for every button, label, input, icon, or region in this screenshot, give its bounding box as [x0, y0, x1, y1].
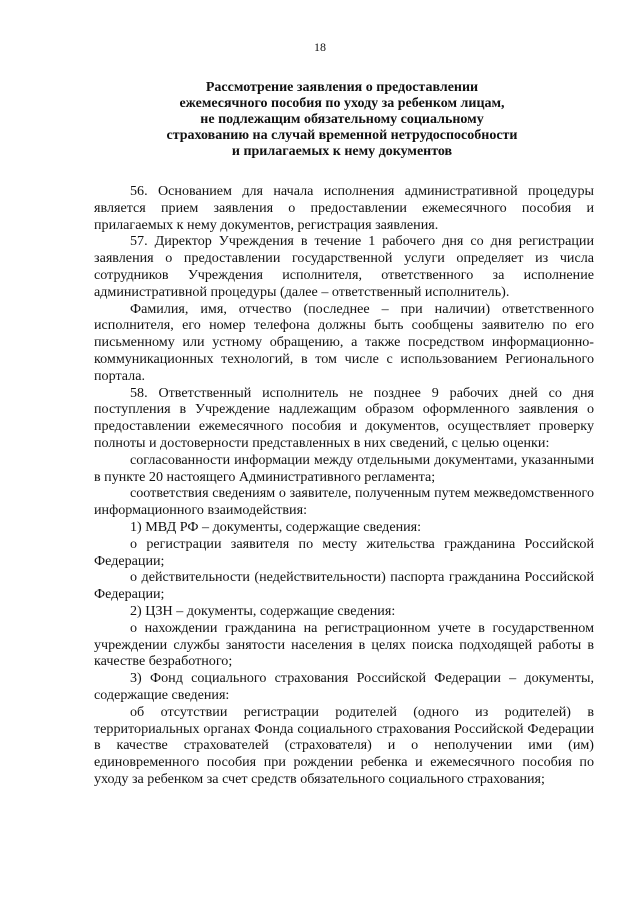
title-line: и прилагаемых к нему документов: [231, 144, 453, 159]
title-line: Рассмотрение заявления о предоставлении: [205, 80, 479, 95]
paragraph-registration: о регистрации заявителя по месту жительства гражданина Российской Федерации;: [94, 535, 594, 569]
paragraph-responsible-contact: Фамилия, имя, отчество (последнее – при наличии) ответственного исполнителя, его номер телефона должны быть сообщены заявителю по его письменному или устному обращению, а также посредством информационно-коммуникационных технологий, в том числе с использованием Регионального портала.: [94, 300, 594, 384]
list-item-mvd: 1) МВД РФ – документы, содержащие сведения:: [130, 518, 422, 535]
title-line: ежемесячного пособия по уходу за ребенком лицам,: [179, 96, 505, 111]
document-body: [94, 183, 594, 788]
paragraph-56: 56. Основанием для начала исполнения административной процедуры является прием заявления о предоставлении ежемесячного пособия и прилагаемых к нему документов, регистрация заявления.: [94, 183, 594, 233]
paragraph-unemployment: о нахождении гражданина на регистрационном учете в государственном учреждении службы занятости населения в целях поиска подходящей работы в качестве безработного;: [94, 619, 594, 670]
title-line: не подлежащим обязательному социальному: [200, 112, 484, 127]
list-item-czn: 2) ЦЗН – документы, содержащие сведения:: [130, 602, 396, 619]
paragraph-interagency: соответствия сведениям о заявителе, полученным путем межведомственного информационного взаимодействия:: [94, 485, 594, 519]
paragraph-fss-details: об отсутствии регистрации родителей (одного из родителей) в территориальных органах Фонда социального страхования Российской Федерации в качестве страхователей (страхователя) и о неполучении ими (им) единовременного пособия при рождении ребенка и ежемесячного пособия по уходу за ребенком за счет средств обязательного социального страхования;: [94, 703, 594, 787]
paragraph-58: 58. Ответственный исполнитель не позднее 9 рабочих дней со дня поступления в Учреждение надлежащим образом оформленного заявления о предоставлении ежемесячного пособия и документов, осуществляет проверку полноты и достоверности представленных в них сведений, с целью оценки:: [94, 384, 594, 451]
section-title: [100, 80, 584, 160]
paragraph-consistency: согласованности информации между отдельными документами, указанными в пункте 20 настоящего Административного регламента;: [94, 451, 594, 485]
paragraph-passport: о действительности (недействительности) паспорта гражданина Российской Федерации;: [94, 569, 594, 603]
list-item-fss: 3) Фонд социального страхования Российской Федерации – документы, содержащие сведения:: [94, 670, 594, 703]
title-line: страхованию на случай временной нетрудоспособности: [166, 128, 518, 143]
page-number: 18: [314, 40, 326, 54]
paragraph-57: 57. Директор Учреждения в течение 1 рабочего дня со дня регистрации заявления о предоставлении государственной услуги определяет из числа сотрудников Учреждения исполнителя, ответственного за исполнение административной процедуры (далее – ответственный исполнитель).: [94, 233, 594, 300]
